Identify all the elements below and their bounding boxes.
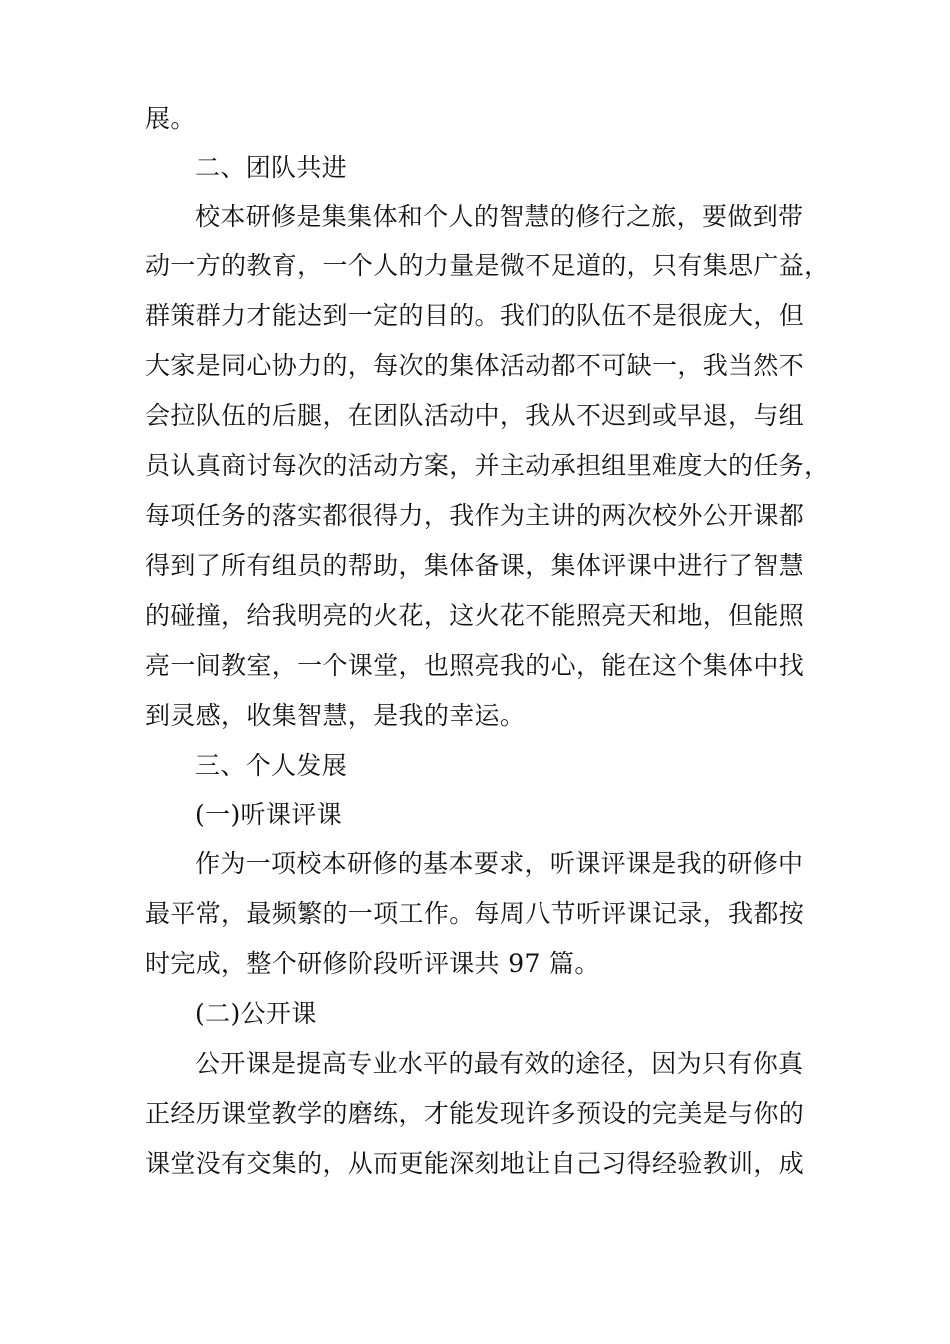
paragraph-line: 会拉队伍的后腿，在团队活动中，我从不迟到或早退，与组 bbox=[145, 401, 805, 430]
section-heading: 二、团队共进 bbox=[195, 153, 348, 182]
paragraph-line: 的碰撞，给我明亮的火花，这火花不能照亮天和地，但能照 bbox=[145, 601, 805, 630]
paragraph-line: 最平常，最频繁的一项工作。每周八节听评课记录，我都按 bbox=[145, 899, 805, 928]
subsection-heading: (一)听课评课 bbox=[195, 800, 342, 829]
paragraph-line: 校本研修是集集体和个人的智慧的修行之旅，要做到带 bbox=[195, 202, 804, 231]
paragraph-line: 课堂没有交集的，从而更能深刻地让自己习得经验教训，成 bbox=[145, 1149, 805, 1178]
text-line: 展。 bbox=[145, 104, 196, 133]
paragraph-line: 到灵感，收集智慧，是我的幸运。 bbox=[145, 701, 526, 730]
paragraph-line: 每项任务的落实都很得力，我作为主讲的两次校外公开课都 bbox=[145, 501, 805, 530]
paragraph-line: 时完成，整个研修阶段听评课共 97 篇。 bbox=[145, 949, 600, 978]
paragraph-line: 作为一项校本研修的基本要求，听课评课是我的研修中 bbox=[195, 849, 804, 878]
paragraph-line: 群策群力才能达到一定的目的。我们的队伍不是很庞大，但 bbox=[145, 301, 805, 330]
paragraph-line: 员认真商讨每次的活动方案，并主动承担组里难度大的任务， bbox=[145, 451, 830, 480]
paragraph-line: 得到了所有组员的帮助，集体备课，集体评课中进行了智慧 bbox=[145, 551, 805, 580]
paragraph-line: 动一方的教育，一个人的力量是微不足道的，只有集思广益， bbox=[145, 251, 830, 280]
subsection-heading: (二)公开课 bbox=[195, 999, 317, 1028]
paragraph-line: 亮一间教室，一个课堂，也照亮我的心，能在这个集体中找 bbox=[145, 651, 805, 680]
paragraph-line: 大家是同心协力的，每次的集体活动都不可缺一，我当然不 bbox=[145, 351, 805, 380]
section-heading: 三、个人发展 bbox=[195, 751, 348, 780]
paragraph-line: 正经历课堂教学的磨练，才能发现许多预设的完美是与你的 bbox=[145, 1099, 805, 1128]
paragraph-line: 公开课是提高专业水平的最有效的途径，因为只有你真 bbox=[195, 1049, 804, 1078]
